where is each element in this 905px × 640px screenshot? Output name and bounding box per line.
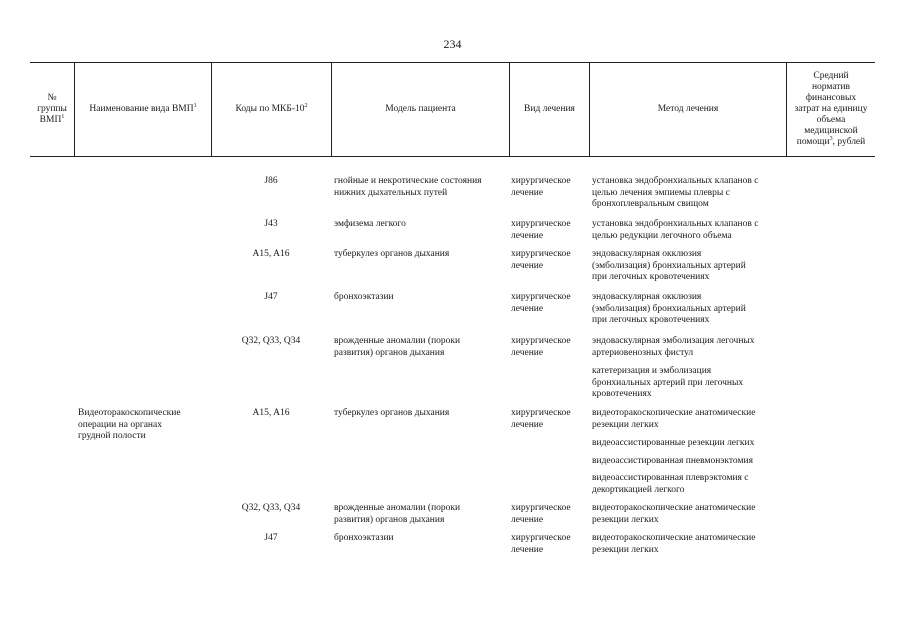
treatment-type: хирургическое лечение: [511, 408, 571, 430]
icd-code: J47: [264, 533, 278, 543]
header-icd-codes: Коды по МКБ-$10^2$: [235, 102, 308, 114]
patient-model: бронхоэктазии: [334, 292, 394, 302]
treatment-type: хирургическое лечение: [511, 533, 571, 555]
header-treatment-type: Вид лечения: [524, 104, 575, 114]
icd-code: J86: [264, 176, 278, 186]
treatment-method: видеоассистированная пневмонэктомия: [592, 456, 753, 466]
treatment-type: хирургическое лечение: [511, 503, 571, 525]
treatment-method: видеоторакоскопические анатомические резекции легких: [592, 503, 756, 525]
icd-code: Q32, Q33, Q34: [241, 336, 301, 346]
treatment-method: эндоваскулярная окклюзия (эмболизация) бронхиальных артерий при легочных кровотечениях: [592, 292, 746, 325]
vmp-name: Видеоторакоскопические операции на органах грудной полости: [78, 408, 181, 441]
treatment-method: видеоторакоскопические анатомические резекции легких: [592, 408, 756, 430]
treatment-method: установка эндобронхиальных клапанов с целью редукции легочного объема: [592, 219, 759, 241]
treatment-type: хирургическое лечение: [511, 219, 571, 241]
patient-model: гнойные и некротические состояния нижних дыхательных путей: [334, 176, 482, 198]
patient-model: врожденные аномалии (пороки развития) органов дыхания: [334, 336, 461, 358]
icd-code: Q32, Q33, Q34: [241, 503, 301, 513]
treatment-type: хирургическое лечение: [511, 176, 571, 198]
treatment-method: видеоторакоскопические анатомические резекции легких: [592, 533, 756, 555]
icd-code: J43: [264, 219, 278, 229]
treatment-method: видеоассистированная плеврэктомия с декортикацией легкого: [592, 473, 749, 495]
header-vmp-name: Наименование вида ВМП$^1$: [89, 102, 197, 114]
treatment-method: эндоваскулярная эмболизация легочных артериовенозных фистул: [592, 336, 755, 358]
treatment-method: катетеризация и эмболизация бронхиальных артерий при легочных кровотечениях: [592, 366, 744, 399]
treatment-method: эндоваскулярная окклюзия (эмболизация) бронхиальных артерий при легочных кровотечениях: [592, 249, 746, 282]
treatment-type: хирургическое лечение: [511, 336, 571, 358]
header-group-number: № группы ВМП$^1$: [37, 93, 67, 125]
icd-code: A15, A16: [252, 408, 290, 418]
treatment-type: хирургическое лечение: [511, 292, 571, 314]
treatment-method: установка эндобронхиальных клапанов с целью лечения эмпиемы плевры с бронхоплевральным свищом: [592, 176, 759, 209]
patient-model: туберкулез органов дыхания: [334, 249, 450, 259]
header-average-cost: Средний норматив финансовых затрат на единицу объема медицинской помощи$^3$, рублей: [794, 71, 868, 147]
icd-code: A15, A16: [252, 249, 290, 259]
page-number: 234: [443, 37, 462, 51]
header-bottom-border: [30, 156, 875, 157]
patient-model: врожденные аномалии (пороки развития) органов дыхания: [334, 503, 461, 525]
patient-model: эмфизема легкого: [334, 219, 406, 229]
icd-code: J47: [264, 292, 278, 302]
patient-model: бронхоэктазии: [334, 533, 394, 543]
treatment-method: видеоассистированные резекции легких: [592, 438, 755, 448]
patient-model: туберкулез органов дыхания: [334, 408, 450, 418]
header-treatment-method: Метод лечения: [657, 104, 719, 114]
header-patient-model: Модель пациента: [385, 104, 456, 114]
treatment-type: хирургическое лечение: [511, 249, 571, 271]
